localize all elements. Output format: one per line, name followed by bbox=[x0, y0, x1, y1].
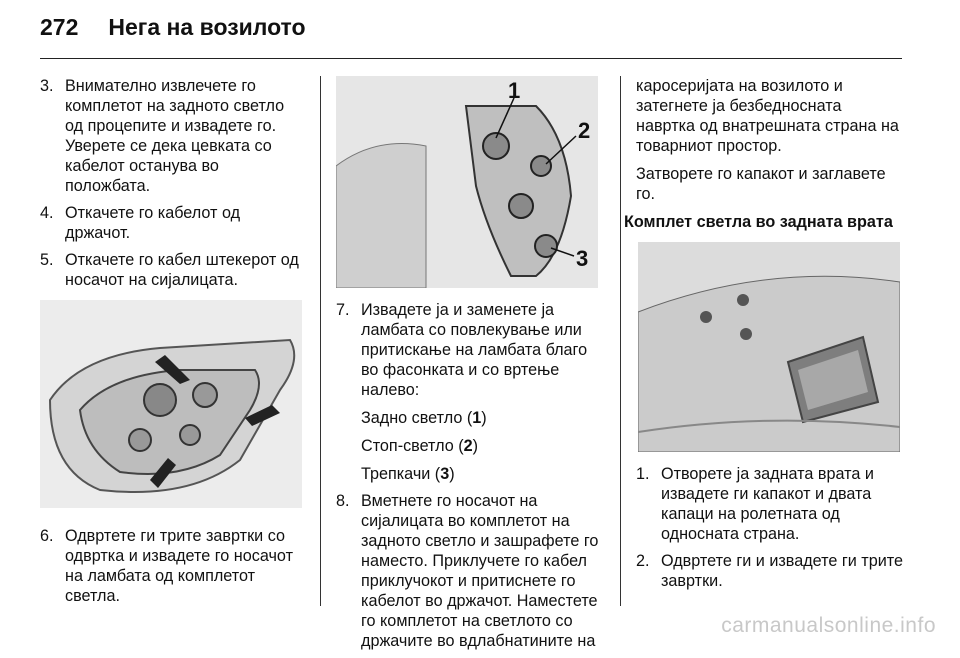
column-1 bbox=[40, 76, 305, 613]
list-item: 6. Одвртете ги трите завртки со одвртка и извадете го носачот на ламбата од комплетот светла. bbox=[40, 527, 293, 605]
steps-list-col2 bbox=[336, 300, 608, 651]
close-cover-paragraph: Затворете го капакот и заглавете го. bbox=[636, 165, 886, 203]
callout-1: 1 bbox=[508, 78, 521, 103]
column-3 bbox=[624, 76, 904, 598]
steps-list-bottom bbox=[40, 526, 305, 606]
bulb-list bbox=[361, 408, 608, 484]
tailgate-figure bbox=[638, 242, 900, 452]
list-item: 2. Одвртете ги и извадете ги трите завртки. bbox=[636, 552, 904, 590]
bulb-turn-signal: Трепкачи (3) bbox=[361, 465, 455, 483]
steps-list-top bbox=[40, 76, 305, 290]
column-2 bbox=[336, 76, 608, 658]
page-number: 272 bbox=[40, 14, 79, 40]
list-item: 4. Откачете го кабелот од држачот. bbox=[40, 204, 241, 242]
header-rule bbox=[40, 58, 902, 59]
bulb-brake-light: Стоп-светло (2) bbox=[361, 437, 479, 455]
column-divider bbox=[620, 76, 621, 606]
continued-paragraph: каросеријата на возилото и затегнете ја безбедносната навртка од внатрешната страна на товарниот простор. bbox=[636, 77, 899, 155]
list-item: 5. Откачете го кабел штекерот од носачот на сијалицата. bbox=[40, 251, 299, 289]
column-divider bbox=[320, 76, 321, 606]
page-header bbox=[40, 14, 306, 41]
taillight-illustration bbox=[40, 300, 302, 508]
taillight-arrows-figure bbox=[40, 300, 302, 508]
callout-2: 2 bbox=[578, 118, 591, 143]
list-item: 3. Внимателно извлечете го комплетот на задното светло од процепите и извадете го. Уверете се дека цевката со кабелот останува во положбата. bbox=[40, 77, 285, 195]
bulb-carrier-figure bbox=[336, 76, 598, 288]
list-item: 7. Извадете ја и заменете ја ламбата со повлекување или притискање на ламбата благо во фасонката и со вртење налево: Задно светло (1) Стоп-светло (2) Трепкачи (3) bbox=[336, 300, 608, 484]
bulb-tail-light: Задно светло (1) bbox=[361, 409, 487, 427]
list-item: 8. Вметнете го носачот на сијалицата во комплетот на задното светло и зашрафете го наместо. Приклучете го кабел приклучокот и притиснете го кабелот во држачот. Наместете го комплетот на светлото со држачите во вдлабнатините на bbox=[336, 492, 599, 650]
list-item: 1. Отворете ја задната врата и извадете ги капакот и двата капаци на ролетната од односната страна. bbox=[636, 465, 874, 543]
bulb-carrier-illustration bbox=[336, 76, 598, 288]
callout-3: 3 bbox=[576, 246, 589, 271]
tailgate-illustration bbox=[638, 242, 900, 452]
section-heading: Комплет светла во задната врата bbox=[624, 213, 893, 231]
watermark: carmanualsonline.info bbox=[721, 614, 936, 637]
page-title: Нега на возилото bbox=[108, 14, 306, 40]
steps-list-col3 bbox=[636, 464, 904, 591]
